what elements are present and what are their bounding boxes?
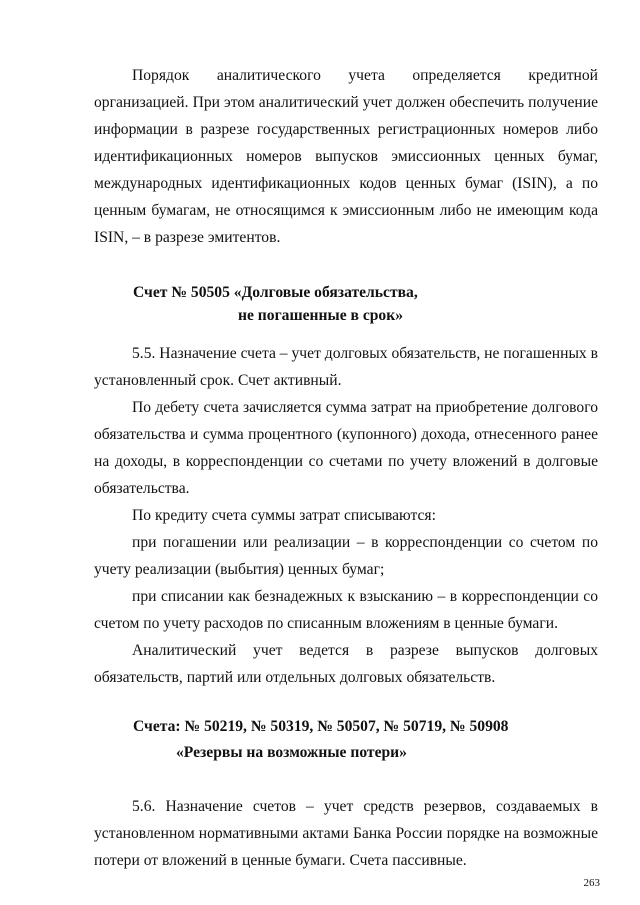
section-heading-50505-line2: не погашенные в срок» bbox=[238, 307, 404, 324]
paragraph-account-purpose-5-6: 5.6. Назначение счетов – учет средств резервов, создаваемых в установленном нормативными актами Банка России порядке на возможные потери от вложений в ценные бумаги. Счета пассивные. bbox=[94, 798, 598, 869]
paragraph-credit-on-write-off: при списании как безнадежных к взысканию – в корреспонденции со счетом по учету расходов по списанным вложениям в ценные бумаги. bbox=[94, 588, 598, 632]
section-heading-50505-line1: Счет № 50505 «Долговые обязательства, bbox=[133, 284, 418, 301]
paragraph-credit-on-redemption: при погашении или реализации – в корреспонденции со счетом по учету реализации (выбытия) ценных бумаг; bbox=[94, 534, 598, 578]
paragraph-credit-entries-intro: По кредиту счета суммы затрат списываются: bbox=[132, 507, 436, 524]
paragraph-account-purpose-5-5: 5.5. Назначение счета – учет долговых обязательств, не погашенных в установленный срок. Счет активный. bbox=[94, 345, 598, 389]
paragraph-debit-entries: По дебету счета зачисляется сумма затрат на приобретение долгового обязательства и сумма процентного (купонного) дохода, отнесенного ранее на доходы, в корреспонденции со счетами по учету вложений в долговые обязательства. bbox=[94, 399, 598, 497]
page-number: 263 bbox=[583, 877, 600, 889]
section-heading-reserves-line1: Счета: № 50219, № 50319, № 50507, № 50719, № 50908 bbox=[133, 718, 509, 735]
paragraph-analytic-accounting-debt: Аналитический учет ведется в разрезе выпусков долговых обязательств, партий или отдельных долговых обязательств. bbox=[94, 642, 598, 686]
paragraph-analytic-accounting-order: Порядок аналитического учета определяется кредитной организацией. При этом аналитический учет должен обеспечить получение информации в разрезе государственных регистрационных номеров либо идентификационных номеров выпусков эмиссионных ценных бумаг, международных идентификационных кодов ценных бумаг (ISIN), а по ценным бумагам, не относящимся к эмиссионным либо не имеющим кода ISIN, – в разрезе эмитентов. bbox=[94, 67, 598, 246]
section-heading-reserves-line2: «Резервы на возможные потери» bbox=[176, 744, 407, 761]
